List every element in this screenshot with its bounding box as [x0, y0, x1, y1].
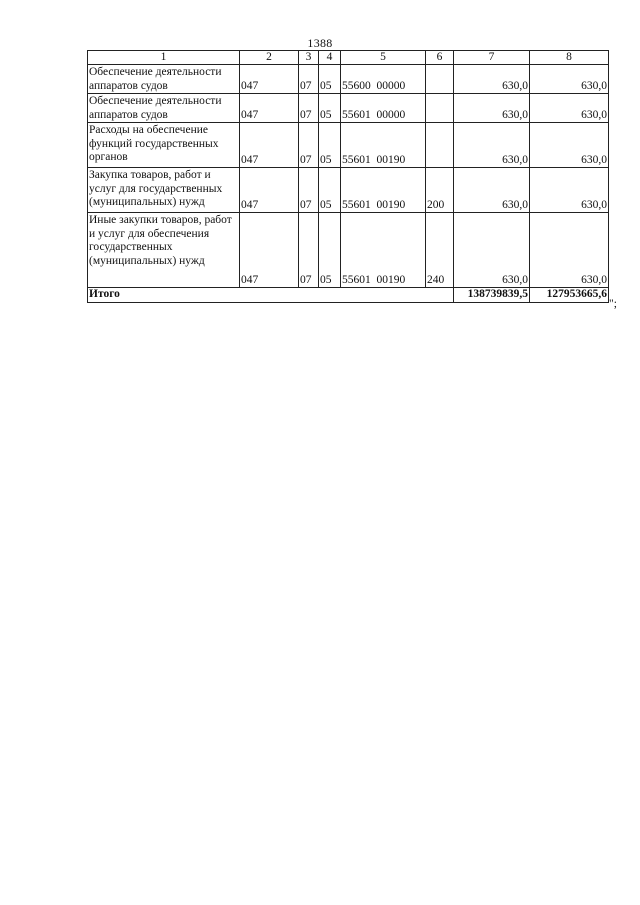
cell-subsection: 05	[319, 65, 341, 94]
cell-amount-1: 630,0	[454, 65, 530, 94]
row-name: Расходы на обеспечение функций государственных органов	[88, 123, 240, 168]
cell-target-article: 55601 00190	[341, 213, 426, 288]
table-row	[88, 65, 609, 94]
total-row	[88, 288, 609, 303]
cell-amount-1: 630,0	[454, 213, 530, 288]
cell-section: 07	[299, 213, 319, 288]
cell-amount-1: 630,0	[454, 94, 530, 123]
cell-amount-2: 630,0	[530, 213, 609, 288]
column-header: 7	[454, 51, 530, 65]
cell-amount-2: 630,0	[530, 94, 609, 123]
table-row	[88, 213, 609, 288]
cell-subsection: 05	[319, 94, 341, 123]
column-header: 2	[240, 51, 299, 65]
row-name: Иные закупки товаров, работ и услуг для обеспечения государственных (муниципальных) нужд	[88, 213, 240, 288]
cell-expense-type: 200	[426, 168, 454, 213]
cell-ministry: 047	[240, 123, 299, 168]
cell-expense-type	[426, 94, 454, 123]
header-row	[88, 51, 609, 65]
total-label: Итого	[88, 288, 454, 303]
row-name: Обеспечение деятельности аппаратов судов	[88, 94, 240, 123]
cell-subsection: 05	[319, 168, 341, 213]
cell-target-article: 55601 00190	[341, 123, 426, 168]
cell-subsection: 05	[319, 213, 341, 288]
table-row	[88, 94, 609, 123]
cell-subsection: 05	[319, 123, 341, 168]
cell-ministry: 047	[240, 213, 299, 288]
cell-section: 07	[299, 123, 319, 168]
cell-target-article: 55601 00000	[341, 94, 426, 123]
cell-ministry: 047	[240, 94, 299, 123]
cell-amount-2: 630,0	[530, 168, 609, 213]
cell-expense-type: 240	[426, 213, 454, 288]
budget-table	[87, 50, 609, 303]
cell-ministry: 047	[240, 65, 299, 94]
column-header: 6	[426, 51, 454, 65]
row-name: Обеспечение деятельности аппаратов судов	[88, 65, 240, 94]
cell-expense-type	[426, 65, 454, 94]
table-row	[88, 168, 609, 213]
closing-quote: ";	[609, 298, 617, 310]
column-header: 3	[299, 51, 319, 65]
table-row	[88, 123, 609, 168]
column-header: 1	[88, 51, 240, 65]
cell-expense-type	[426, 123, 454, 168]
cell-target-article: 55601 00190	[341, 168, 426, 213]
cell-target-article: 55600 00000	[341, 65, 426, 94]
cell-ministry: 047	[240, 168, 299, 213]
cell-amount-2: 630,0	[530, 123, 609, 168]
column-header: 5	[341, 51, 426, 65]
cell-amount-1: 630,0	[454, 168, 530, 213]
cell-section: 07	[299, 94, 319, 123]
column-header: 8	[530, 51, 609, 65]
cell-amount-1: 630,0	[454, 123, 530, 168]
cell-section: 07	[299, 65, 319, 94]
total-amount-2: 127953665,6	[530, 288, 609, 303]
cell-section: 07	[299, 168, 319, 213]
column-header: 4	[319, 51, 341, 65]
page-number: 1388	[307, 36, 333, 50]
row-name: Закупка товаров, работ и услуг для государственных (муниципальных) нужд	[88, 168, 240, 213]
cell-amount-2: 630,0	[530, 65, 609, 94]
total-amount-1: 138739839,5	[454, 288, 530, 303]
